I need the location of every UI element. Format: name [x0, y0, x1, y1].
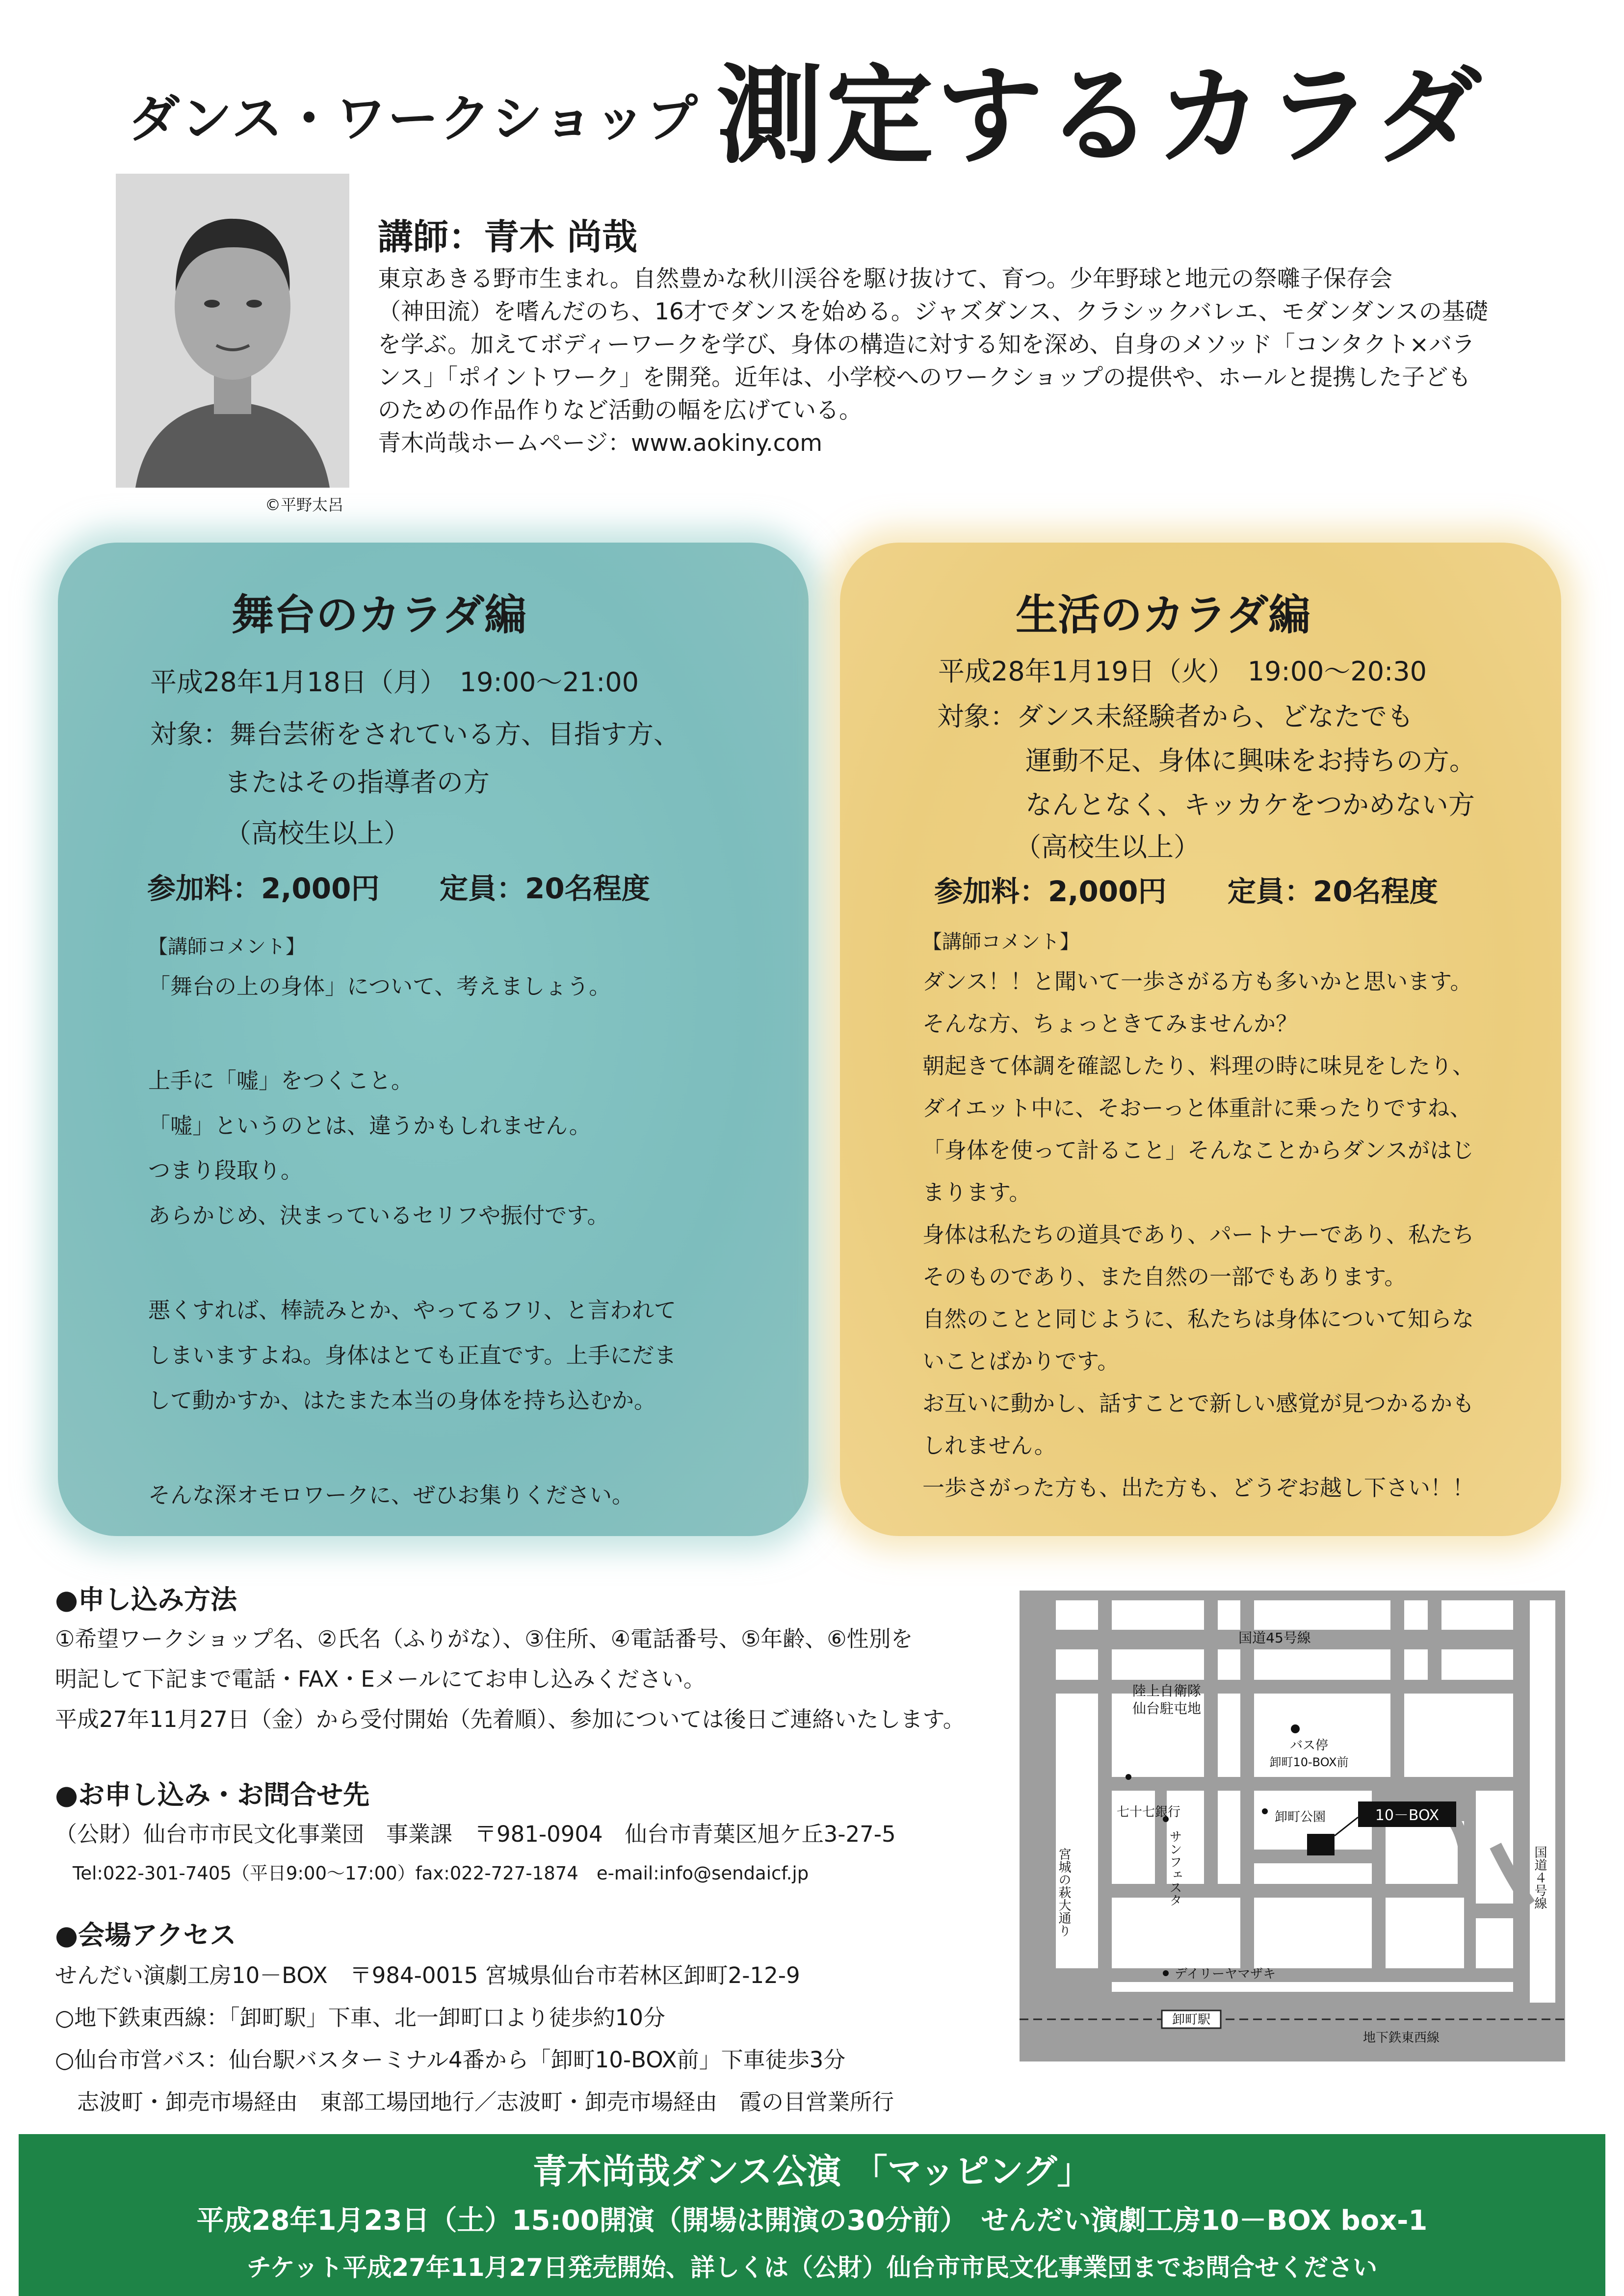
life-comment-line: そんな方、ちょっときてみませんか？	[922, 1011, 1298, 1037]
instructor-bio	[378, 262, 1595, 460]
stage-comment-line: 「嘘」というのとは、違うかもしれません。	[148, 1113, 591, 1139]
life-target: （高校生以上）	[1015, 832, 1200, 862]
map-label-busstop: 卸町10-BOX前	[1269, 1755, 1349, 1769]
access-map	[1020, 1591, 1565, 2061]
access-line: ○地下鉄東西線：「卸町駅」下車、北一卸町口より徒歩約10分	[55, 2005, 666, 2031]
contact-address: （公財）仙台市市民文化事業団 事業課 〒981-0904 仙台市青葉区旭ケ丘3-27-5	[55, 1821, 896, 1847]
life-date: 平成28年1月19日（火） 19:00～20:30	[938, 656, 1427, 687]
life-capacity: 定員：20名程度	[1228, 875, 1438, 908]
apply-heading: ●申し込み方法	[55, 1584, 237, 1615]
life-comment-line: そのものであり、また自然の一部でもあります。	[922, 1264, 1407, 1290]
life-fee: 参加料：2,000円	[934, 875, 1167, 908]
life-comment-line: ダンス！！と聞いて一歩さがる方も多いかと思います。	[922, 968, 1472, 994]
stage-title: 舞台のカラダ編	[232, 591, 527, 640]
bio-line: （神田流）を嗜んだのち、16才でダンスを始める。ジャズダンス、クラシックバレエ、モダンダンスの基礎	[378, 298, 1488, 325]
stage-target: またはその指導者の方	[225, 767, 490, 798]
life-comment-line: 朝起きて体調を確認したり、料理の時に味見をしたり、	[922, 1053, 1475, 1079]
life-comment-line: 「身体を使って計ること」そんなことからダンスがはじ	[922, 1137, 1474, 1163]
stage-comment-line: 「舞台の上の身体」について、考えましょう。	[148, 973, 611, 999]
access-line: 志波町・卸売市場経由 東部工場団地行／志波町・卸売市場経由 霞の目営業所行	[55, 2089, 894, 2115]
subtitle: ダンス・ワークショップ	[129, 89, 699, 149]
stage-comment-line: あらかじめ、決まっているセリフや振付です。	[148, 1202, 609, 1228]
bio-line: のための作品作りなど活動の幅を広げている。	[378, 397, 862, 424]
life-target: 対象：ダンス未経験者から、どなたでも	[937, 701, 1414, 732]
stage-workshop-panel	[58, 543, 809, 1536]
access-heading: ●会場アクセス	[55, 1920, 236, 1951]
bio-line: ンス」「ポイントワーク」を開発。近年は、小学校へのワークショップの提供や、ホールと提携した子ども	[378, 364, 1471, 391]
map-label-station: 卸町駅	[1172, 2012, 1211, 2027]
bio-line: 東京あきる野市生まれ。自然豊かな秋川渓谷を駆け抜けて、育つ。少年野球と地元の祭囃子保存会	[378, 265, 1392, 292]
life-comment-line: 身体は私たちの道具であり、パートナーであり、私たち	[922, 1222, 1475, 1248]
map-label-busstop: バス停	[1289, 1738, 1329, 1753]
map-graphic	[1020, 1591, 1565, 2061]
banner-date: 平成28年1月23日（土）15:00開演（開場は開演の30分前） せんだい演劇工房10－BOX box-1	[196, 2205, 1428, 2237]
instructor-photo	[116, 174, 349, 488]
life-comment-title: 【講師コメント】	[922, 931, 1079, 953]
access-line: ○仙台市営バス：仙台駅バスターミナル4番から「卸町10-BOX前」下車徒歩3分	[55, 2047, 846, 2073]
map-label-sunfesta: サンフェスタ	[1167, 1830, 1182, 1906]
page-title: 測定するカラダ	[716, 54, 1485, 179]
banner-ticket: チケット平成27年11月27日発売開始、詳しくは（公財）仙台市市民文化事業団までお問合せください	[246, 2253, 1378, 2282]
life-comment-line: いことばかりです。	[922, 1348, 1120, 1374]
bio-line: を学ぶ。加えてボディーワークを学び、身体の構造に対する知を深め、自身のメソッド「コンタクト×バラ	[378, 331, 1475, 358]
life-workshop-panel	[840, 543, 1561, 1536]
apply-line: ①希望ワークショップ名、②氏名（ふりがな）、③住所、④電話番号、⑤年齢、⑥性別を	[55, 1626, 913, 1652]
apply-line: 平成27年11月27日（金）から受付開始（先着順）、参加については後日ご連絡いたします。	[55, 1706, 965, 1732]
map-label-park: 卸町公園	[1275, 1810, 1326, 1825]
stage-comment-title: 【講師コメント】	[148, 936, 305, 958]
life-title: 生活のカラダ編	[1016, 591, 1311, 640]
life-comment-line: まります。	[922, 1179, 1031, 1205]
contact-phone-email[interactable]: Tel:022-301-7405（平日9:00～17:00）fax:022-727-1874 e-mail:info@sendaicf.jp	[73, 1863, 809, 1884]
map-label-bank: 七十七銀行	[1117, 1805, 1181, 1820]
stage-comment-line: そんな深オモロワークに、ぜひお集りください。	[148, 1482, 634, 1508]
life-comment-line: 自然のことと同じように、私たちは身体について知らな	[922, 1306, 1474, 1332]
life-target: 運動不足、身体に興味をお持ちの方。	[1025, 745, 1476, 776]
stage-comment-line: 悪くすれば、棒読みとか、やってるフリ、と言われて	[148, 1297, 676, 1323]
stage-comment-line: して動かすか、はたまた本当の身体を持ち込むか。	[148, 1387, 656, 1413]
map-label-route4: 国道４号線	[1532, 1846, 1547, 1909]
portrait-illustration	[116, 174, 349, 488]
life-comment-line: 一歩さがった方も、出た方も、どうぞお越し下さい！！	[922, 1475, 1475, 1501]
stage-target: 対象：舞台芸術をされている方、目指す方、	[150, 719, 680, 750]
life-target: なんとなく、キッカケをつかめない方	[1025, 789, 1475, 820]
banner-title: 青木尚哉ダンス公演 「マッピング」	[532, 2151, 1092, 2192]
life-comment-line: お互いに動かし、話すことで新しい感覚が見つかるかも	[922, 1390, 1475, 1416]
stage-comment-line: つまり段取り。	[148, 1157, 303, 1183]
life-comment-line: しれません。	[922, 1433, 1056, 1459]
stage-capacity: 定員：20名程度	[440, 872, 650, 905]
stage-comment-line: しまいますよね。身体はとても正直です。上手にだま	[148, 1342, 677, 1368]
instructor-name: 講師：青木 尚哉	[378, 216, 638, 258]
stage-date: 平成28年1月18日（月） 19:00～21:00	[150, 667, 639, 698]
apply-line: 明記して下記まで電話・FAX・Eメールにてお申し込みください。	[55, 1666, 706, 1692]
map-label-avenue: 宮城の萩大通り	[1056, 1848, 1071, 1937]
performance-banner	[19, 2134, 1605, 2296]
stage-comment-line: 上手に「嘘」をつくこと。	[148, 1068, 414, 1094]
map-label-venue: 10－BOX	[1375, 1807, 1440, 1824]
stage-target: （高校生以上）	[225, 818, 410, 849]
map-label-jsdf: 仙台駐屯地	[1132, 1700, 1202, 1717]
map-label-route45: 国道45号線	[1238, 1630, 1311, 1646]
life-comment-line: ダイエット中に、そおーっと体重計に乗ったりですね、	[922, 1095, 1472, 1121]
map-label-yamazaki: デイリーヤマザキ	[1175, 1967, 1276, 1982]
access-line: せんだい演劇工房10－BOX 〒984-0015 宮城県仙台市若林区卸町2-12-9	[55, 1962, 800, 1988]
map-label-subway: 地下鉄東西線	[1363, 2031, 1440, 2045]
map-label-jsdf: 陸上自衛隊	[1132, 1683, 1202, 1699]
homepage-link[interactable]: 青木尚哉ホームページ：www.aokiny.com	[378, 430, 823, 457]
stage-fee: 参加料：2,000円	[147, 872, 380, 905]
photo-credit: ©平野太呂	[265, 496, 344, 514]
contact-heading: ●お申し込み・お問合せ先	[55, 1779, 370, 1810]
